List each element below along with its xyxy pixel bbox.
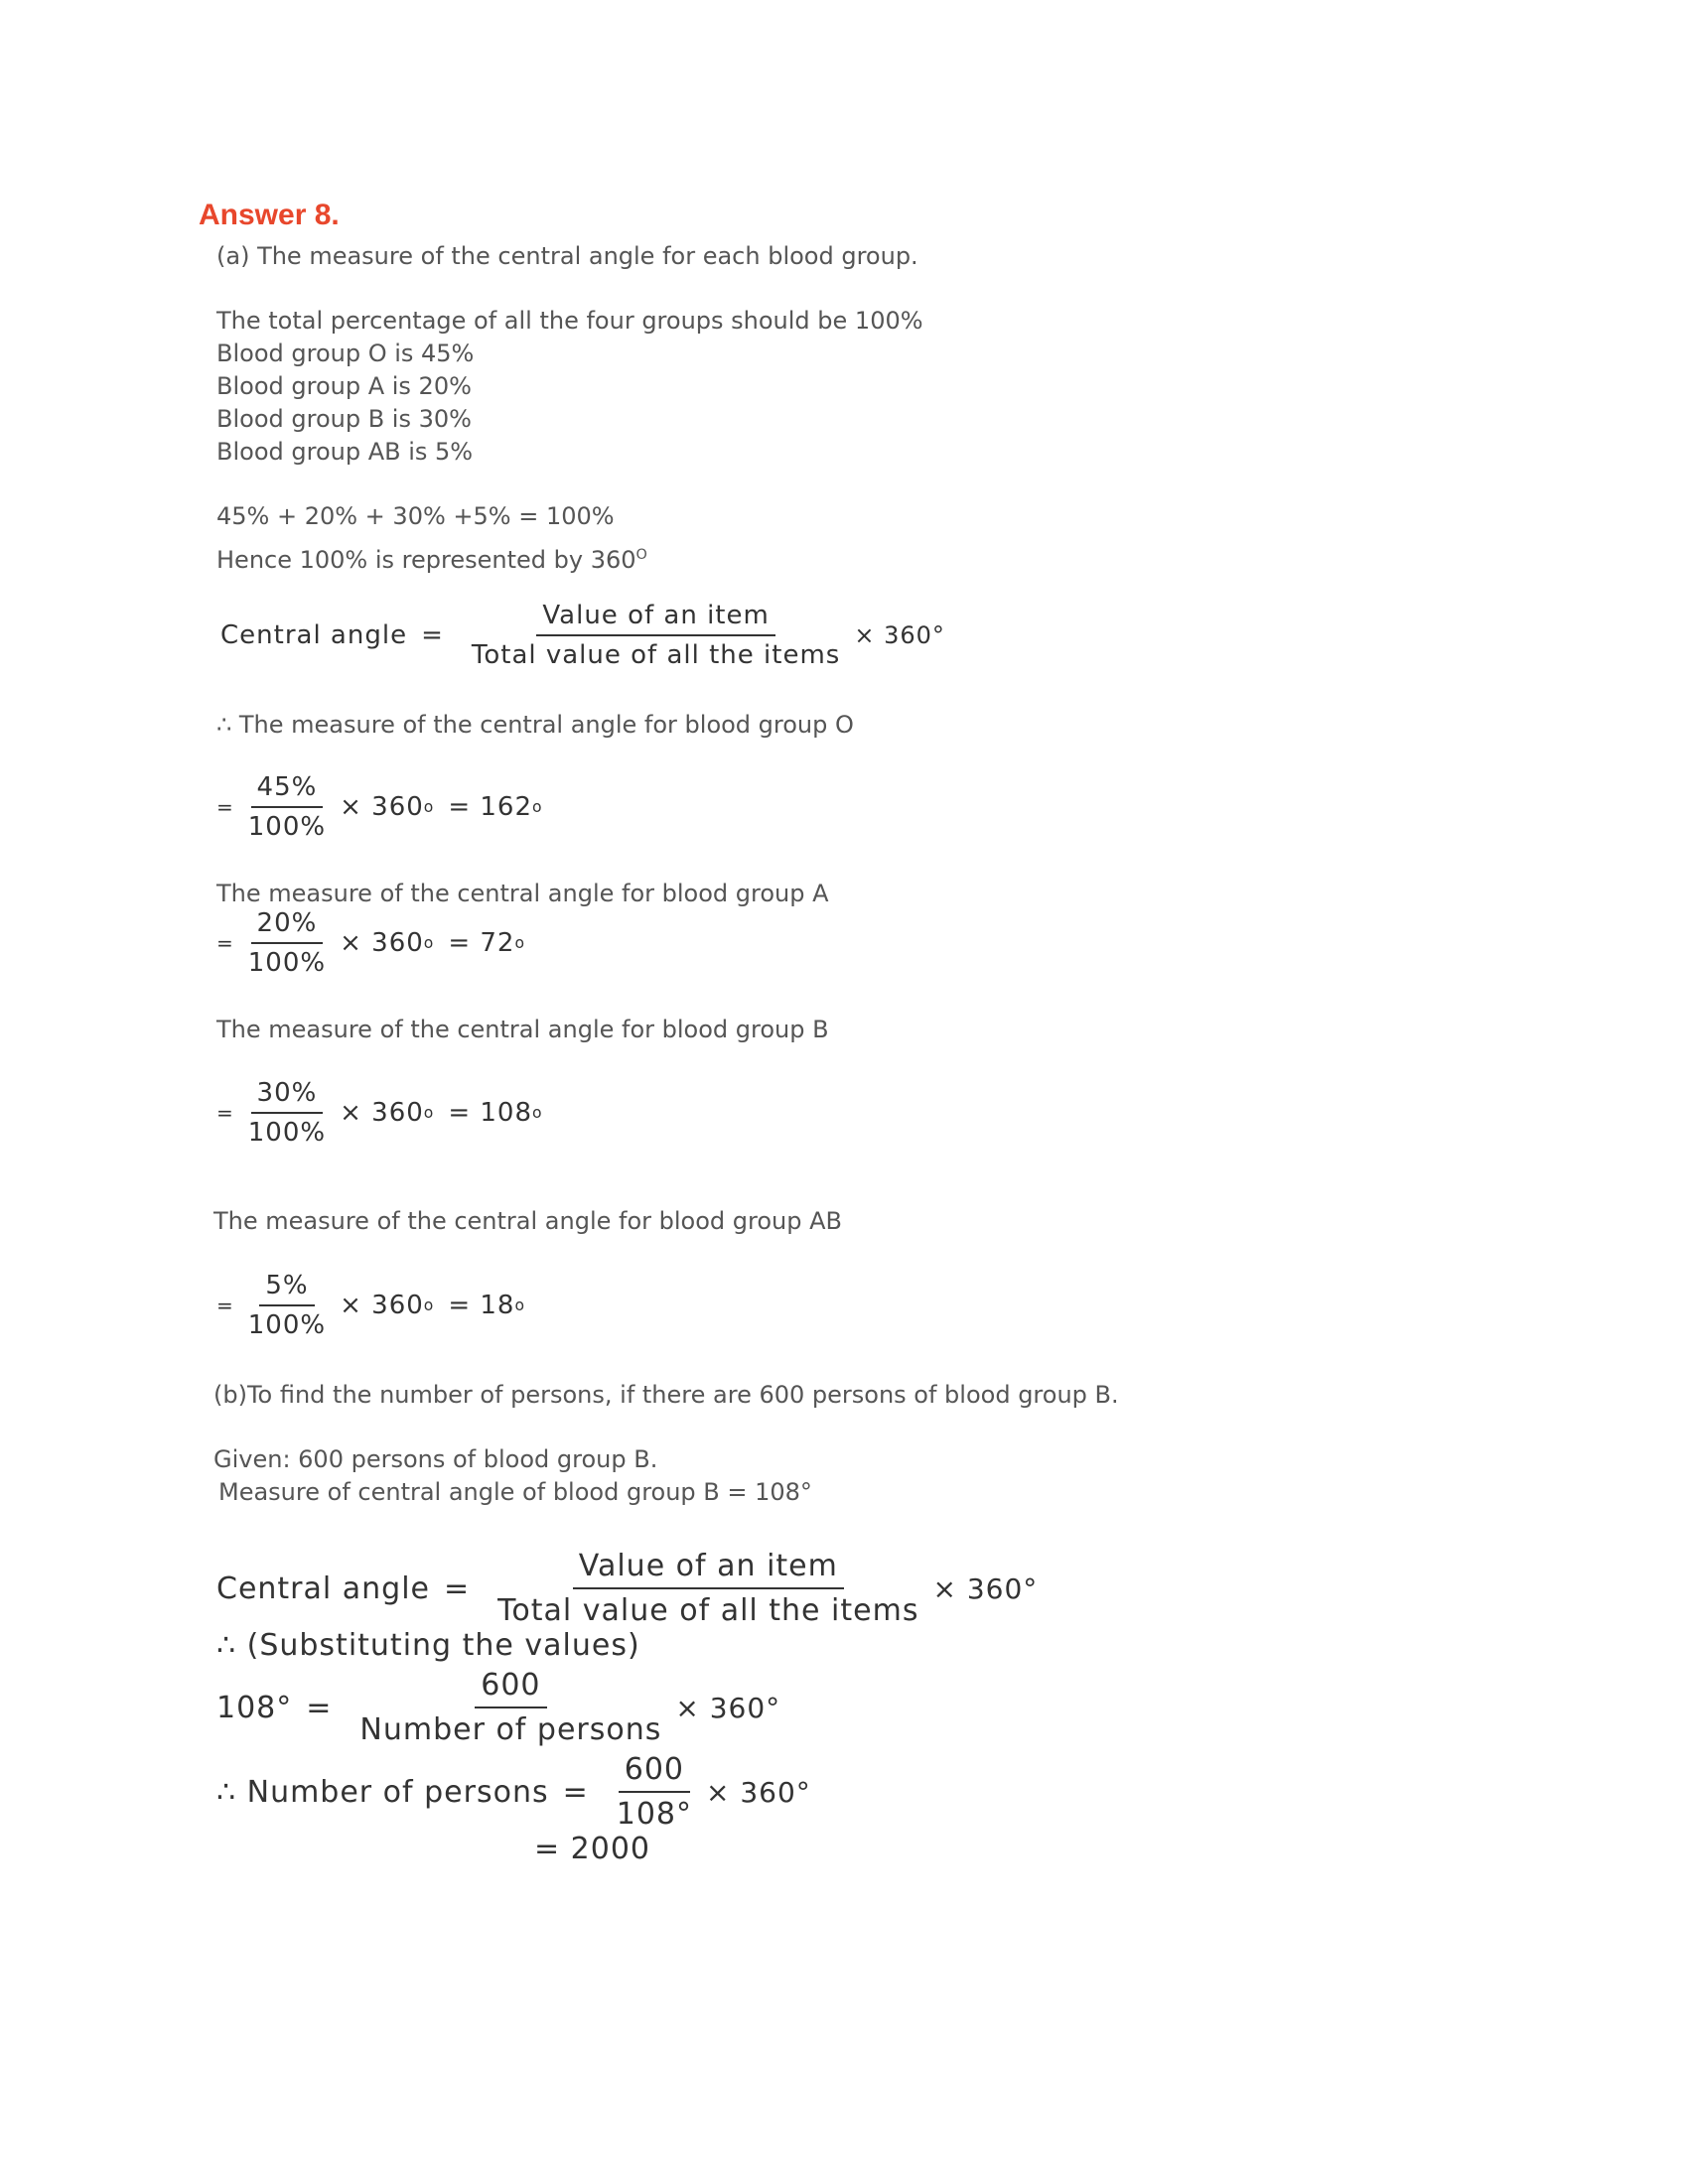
calc-o-eq: = bbox=[216, 795, 234, 819]
calc-o-result: = 162 bbox=[448, 792, 533, 822]
calc-o-times: × 360 bbox=[340, 792, 424, 822]
calc-ab-result-deg: o bbox=[514, 1297, 526, 1314]
formula-equals: = bbox=[421, 620, 444, 650]
calc-a-num: 20% bbox=[251, 908, 324, 944]
formula-fraction bbox=[466, 601, 846, 670]
eq2-numerator: 600 bbox=[475, 1668, 546, 1708]
calc-ab-den: 100% bbox=[247, 1310, 327, 1340]
eq2-lhs: 108° bbox=[216, 1690, 293, 1725]
label-group-ab: The measure of the central angle for blood group AB bbox=[213, 1207, 842, 1235]
calc-ab-eq: = bbox=[216, 1294, 234, 1317]
calc-ab-deg: o bbox=[423, 1297, 435, 1314]
sum-line: 45% + 20% + 30% +5% = 100% bbox=[216, 502, 615, 530]
calc-ab-num: 5% bbox=[259, 1271, 314, 1306]
eq2-fraction bbox=[353, 1668, 667, 1747]
part-b-intro: (b)To find the number of persons, if there are 600 persons of blood group B. bbox=[213, 1381, 1119, 1409]
calc-group-ab bbox=[216, 1271, 525, 1340]
hence-text: Hence 100% is represented by 360 bbox=[216, 546, 636, 574]
given-line: Given: 600 persons of blood group B. bbox=[213, 1445, 658, 1473]
substituting-text: ∴ (Substituting the values) bbox=[216, 1628, 640, 1663]
eq2-equals: = bbox=[306, 1690, 333, 1725]
formula-lhs: Central angle bbox=[220, 620, 408, 650]
group-a-line: Blood group A is 20% bbox=[216, 372, 472, 400]
formula-b-fraction bbox=[492, 1549, 924, 1628]
total-percentage-line: The total percentage of all the four groups should be 100% bbox=[216, 307, 923, 335]
group-ab-line: Blood group AB is 5% bbox=[216, 438, 474, 466]
eq3-denominator: 108° bbox=[616, 1797, 692, 1832]
formula-b-numerator: Value of an item bbox=[573, 1549, 844, 1589]
formula-b-multiplier: × 360° bbox=[932, 1571, 1039, 1605]
calc-a-deg: o bbox=[423, 934, 435, 952]
formula-denominator: Total value of all the items bbox=[471, 640, 841, 670]
formula-numerator: Value of an item bbox=[536, 601, 774, 636]
formula-multiplier: × 360° bbox=[854, 621, 945, 649]
calc-b-times: × 360 bbox=[340, 1098, 424, 1128]
calc-b-fraction bbox=[242, 1078, 332, 1148]
equation-number-of-persons bbox=[216, 1752, 811, 1832]
calc-o-den: 100% bbox=[247, 812, 327, 842]
eq3-fraction bbox=[611, 1752, 698, 1832]
group-b-line: Blood group B is 30% bbox=[216, 405, 472, 433]
eq3-equals: = bbox=[562, 1774, 589, 1810]
eq2-multiplier: × 360° bbox=[675, 1691, 781, 1724]
calc-b-eq: = bbox=[216, 1101, 234, 1125]
calc-o-num: 45% bbox=[251, 772, 324, 808]
measure-line: Measure of central angle of blood group B = 108° bbox=[218, 1478, 812, 1506]
hence-degree: O bbox=[635, 547, 647, 563]
calc-group-o bbox=[216, 772, 543, 842]
label-group-a: The measure of the central angle for blood group A bbox=[216, 880, 829, 907]
calc-o-deg: o bbox=[423, 798, 435, 816]
calc-o-result-deg: o bbox=[532, 798, 543, 816]
central-angle-formula bbox=[220, 601, 945, 670]
eq3-numerator: 600 bbox=[619, 1752, 690, 1793]
calc-group-b bbox=[216, 1078, 543, 1148]
calc-b-deg: o bbox=[423, 1104, 435, 1122]
calc-a-times: × 360 bbox=[340, 928, 424, 958]
group-o-line: Blood group O is 45% bbox=[216, 340, 475, 367]
calc-a-fraction bbox=[242, 908, 332, 978]
calc-b-den: 100% bbox=[247, 1118, 327, 1148]
calc-b-result: = 108 bbox=[448, 1098, 533, 1128]
calc-group-a bbox=[216, 908, 525, 978]
eq2-denominator: Number of persons bbox=[359, 1712, 662, 1747]
calc-a-result-deg: o bbox=[514, 934, 526, 952]
calc-a-result: = 72 bbox=[448, 928, 515, 958]
equation-108 bbox=[216, 1668, 780, 1747]
answer-title: Answer 8. bbox=[199, 199, 340, 231]
formula-b-lhs: Central angle bbox=[216, 1570, 431, 1606]
final-result bbox=[534, 1832, 650, 1866]
eq3-multiplier: × 360° bbox=[706, 1775, 811, 1809]
label-group-o: ∴ The measure of the central angle for blood group O bbox=[216, 711, 854, 739]
formula-b-equals: = bbox=[444, 1570, 471, 1606]
calc-o-fraction bbox=[242, 772, 332, 842]
central-angle-formula-b bbox=[216, 1549, 1038, 1628]
formula-b-denominator: Total value of all the items bbox=[497, 1593, 919, 1628]
substituting-line bbox=[216, 1628, 640, 1663]
eq3-lhs: ∴ Number of persons bbox=[216, 1774, 549, 1810]
calc-b-result-deg: o bbox=[532, 1104, 543, 1122]
calc-a-eq: = bbox=[216, 931, 234, 955]
hence-line bbox=[216, 539, 647, 577]
calc-ab-fraction bbox=[242, 1271, 332, 1340]
calc-a-den: 100% bbox=[247, 948, 327, 978]
final-result-text: = 2000 bbox=[534, 1832, 651, 1866]
calc-ab-result: = 18 bbox=[448, 1291, 515, 1320]
calc-b-num: 30% bbox=[251, 1078, 324, 1114]
calc-ab-times: × 360 bbox=[340, 1291, 424, 1320]
part-a-intro: (a) The measure of the central angle for each blood group. bbox=[216, 242, 918, 270]
label-group-b: The measure of the central angle for blood group B bbox=[216, 1016, 829, 1043]
